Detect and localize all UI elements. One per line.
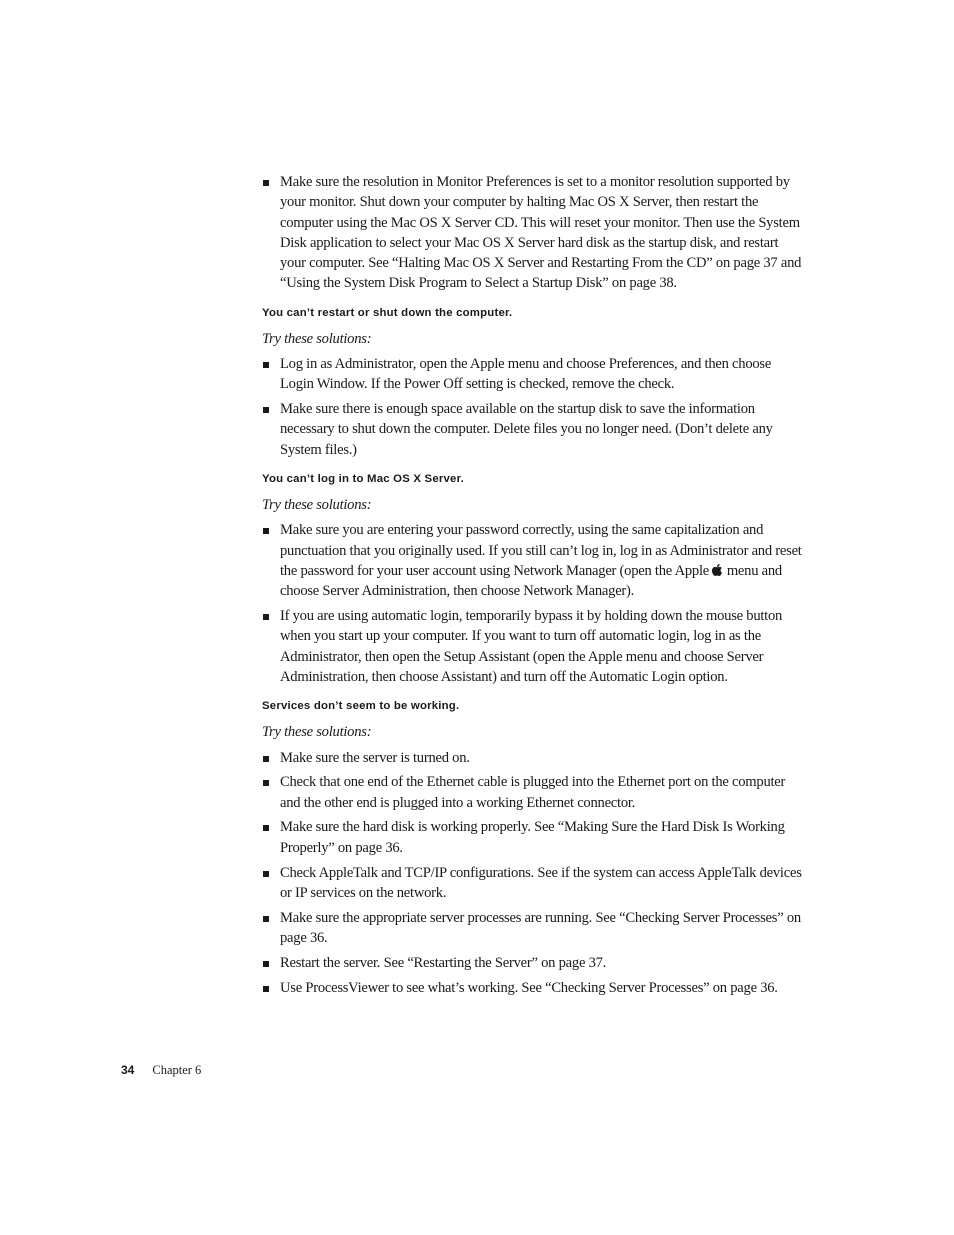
list-item: Restart the server. See “Restarting the Server” on page 37. [262, 953, 807, 973]
list-item: Make sure there is enough space available on the startup disk to save the information necessary to shut down the computer. Delete files you no longer need. (Don’t delete any System files.) [262, 399, 807, 460]
try-solutions-label: Try these solutions: [262, 330, 372, 347]
list-item: Make sure the hard disk is working properly. See “Making Sure the Hard Disk Is Working Properly” on page 36. [262, 817, 807, 858]
list-item: Make sure the resolution in Monitor Preferences is set to a monitor resolution supported by your monitor. Shut down your computer by halting Mac OS X Server, then restart the computer using the Mac OS X Server CD. This will reset your monitor. Then use the System Disk application to select your Mac OS X Server hard disk as the startup disk, and restart your computer. See “Halting Mac OS X Server and Restarting From the CD” on page 37 and “Using the System Disk Program to Select a Startup Disk” on page 38. [262, 172, 807, 294]
list-item-text-part2: menu and choose Server Administration, then choose Network Manager). [280, 562, 782, 600]
list-item-text-part1: Make sure you are entering your password correctly, using the same capitalization and punctuation that you originally used. If you still can’t log in, log in as Administrator and reset the password for your user account using Network Manager (open the Apple [280, 522, 802, 579]
list-item: Check that one end of the Ethernet cable is plugged into the Ethernet port on the computer and the other end is plugged into a working Ethernet connector. [262, 772, 807, 813]
page-footer [121, 1063, 201, 1078]
page-body [262, 172, 807, 1002]
try-solutions-label: Try these solutions: [262, 724, 372, 741]
services-bullet-list [262, 748, 807, 998]
intro-bullet-list [262, 172, 807, 294]
list-item [262, 520, 807, 601]
apple-logo-icon [712, 564, 723, 576]
restart-bullet-list [262, 354, 807, 460]
try-solutions-label: Try these solutions: [262, 497, 372, 514]
list-item: If you are using automatic login, temporarily bypass it by holding down the mouse button when you start up your computer. If you want to turn off automatic login, log in as the Administrator, then open the Setup Assistant (open the Apple menu and choose Server Administration, then choose Assistant) and turn off the Automatic Login option. [262, 606, 807, 687]
section-heading-services: Services don’t seem to be working. [262, 700, 460, 713]
login-bullet-list [262, 520, 807, 687]
section-heading-restart: You can’t restart or shut down the computer. [262, 306, 513, 319]
page-number: 34 [121, 1063, 135, 1077]
chapter-label: Chapter 6 [152, 1063, 202, 1077]
list-item: Check AppleTalk and TCP/IP configurations. See if the system can access AppleTalk devices or IP services on the network. [262, 863, 807, 904]
list-item: Use ProcessViewer to see what’s working. See “Checking Server Processes” on page 36. [262, 978, 807, 998]
list-item: Make sure the server is turned on. [262, 748, 807, 768]
section-heading-login: You can’t log in to Mac OS X Server. [262, 473, 464, 486]
list-item: Make sure the appropriate server processes are running. See “Checking Server Processes” on page 36. [262, 908, 807, 949]
list-item: Log in as Administrator, open the Apple menu and choose Preferences, and then choose Login Window. If the Power Off setting is checked, remove the check. [262, 354, 807, 395]
